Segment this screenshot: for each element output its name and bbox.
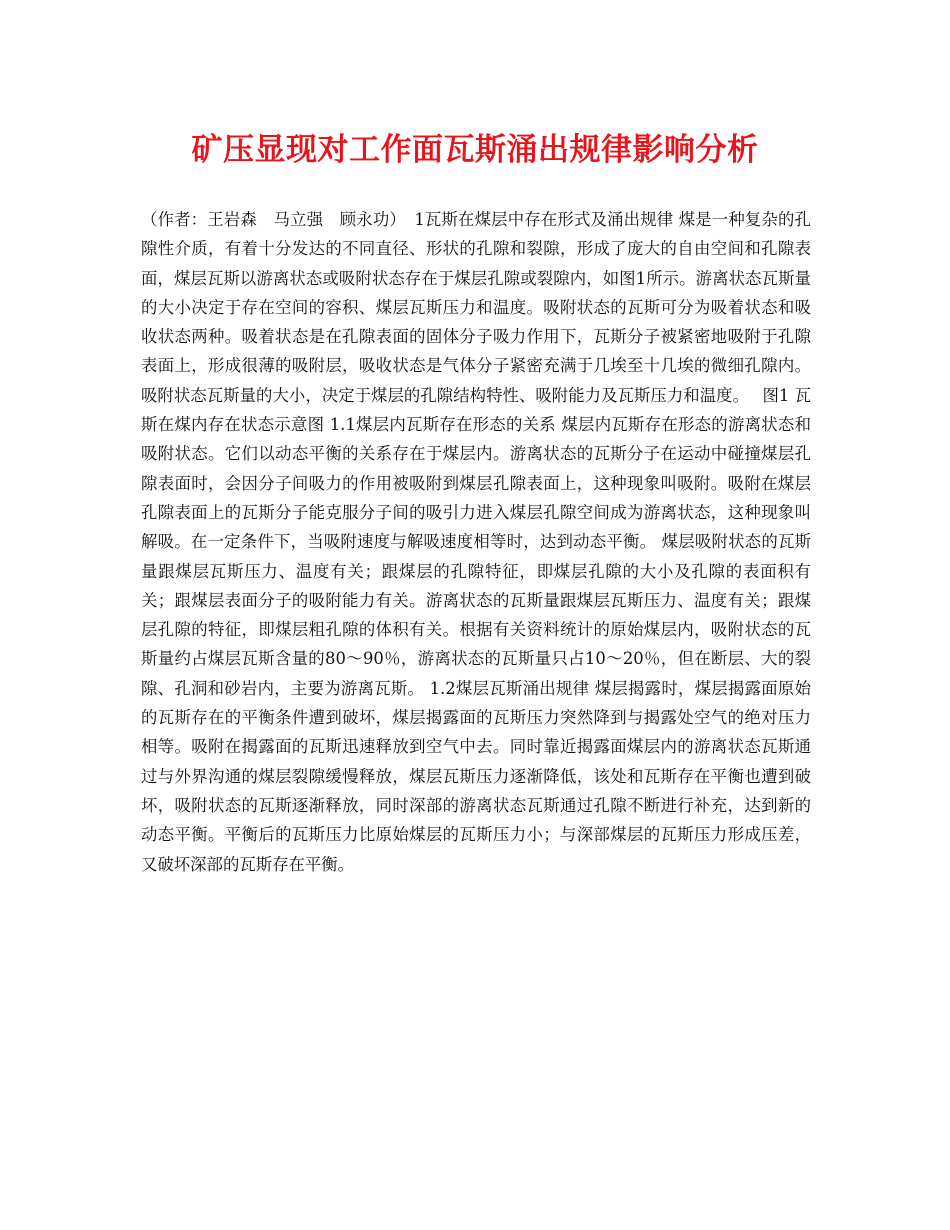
body-paragraph: （作者：王岩森 马立强 顾永功） 1瓦斯在煤层中存在形式及涌出规律 煤是一种复杂的孔隙性介质，有着十分发达的不同直径、形状的孔隙和裂隙，形成了庞大的自由空间和孔隙表面，煤层瓦斯以游离状态或吸附状态存在于煤层孔隙或裂隙内，如图1所示。游离状态瓦斯量的大小决定于存在空间的容积、煤层瓦斯压力和温度。吸附状态的瓦斯可分为吸着状态和吸收状态两种。吸着状态是在孔隙表面的固体分子吸力作用下，瓦斯分子被紧密地吸附于孔隙表面上，形成很薄的吸附层，吸收状态是气体分子紧密充满于几埃至十几埃的微细孔隙内。吸附状态瓦斯量的大小，决定于煤层的孔隙结构特性、吸附能力及瓦斯压力和温度。 图1 瓦斯在煤内存在状态示意图 1.1煤层内瓦斯存在形态的关系 煤层内瓦斯存在形态的游离状态和吸附状态。它们以动态平衡的关系存在于煤层内。游离状态的瓦斯分子在运动中碰撞煤层孔隙表面时，会因分子间吸力的作用被吸附到煤层孔隙表面上，这种现象叫吸附。吸附在煤层孔隙表面上的瓦斯分子能克服分子间的吸引力进入煤层孔隙空间成为游离状态，这种现象叫解吸。在一定条件下，当吸附速度与解吸速度相等时，达到动态平衡。 煤层吸附状态的瓦斯量跟煤层瓦斯压力、温度有关；跟煤层的孔隙特征，即煤层孔隙的大小及孔隙的表面积有关；跟煤层表面分子的吸附能力有关。游离状态的瓦斯量跟煤层瓦斯压力、温度有关；跟煤层孔隙的特征，即煤层粗孔隙的体积有关。根据有关资料统计的原始煤层内，吸附状态的瓦斯量约占煤层瓦斯含量的80～90％，游离状态的瓦斯量只占10～20％，但在断层、大的裂隙、孔洞和砂岩内，主要为游离瓦斯。 1.2煤层瓦斯涌出规律 煤层揭露时，煤层揭露面原始的瓦斯存在的平衡条件遭到破坏，煤层揭露面的瓦斯压力突然降到与揭露处空气的绝对压力相等。吸附在揭露面的瓦斯迅速释放到空气中去。同时靠近揭露面煤层内的游离状态瓦斯通过与外界沟通的煤层裂隙缓慢释放，煤层瓦斯压力逐渐降低，该处和瓦斯存在平衡也遭到破坏，吸附状态的瓦斯逐渐释放，同时深部的游离状态瓦斯通过孔隙不断进行补充，达到新的动态平衡。平衡后的瓦斯压力比原始煤层的瓦斯压力小；与深部煤层的瓦斯压力形成压差，又破坏深部的瓦斯存在平衡。: [141, 210, 811, 874]
page-title: 矿压显现对工作面瓦斯涌出规律影响分析: [191, 132, 759, 168]
